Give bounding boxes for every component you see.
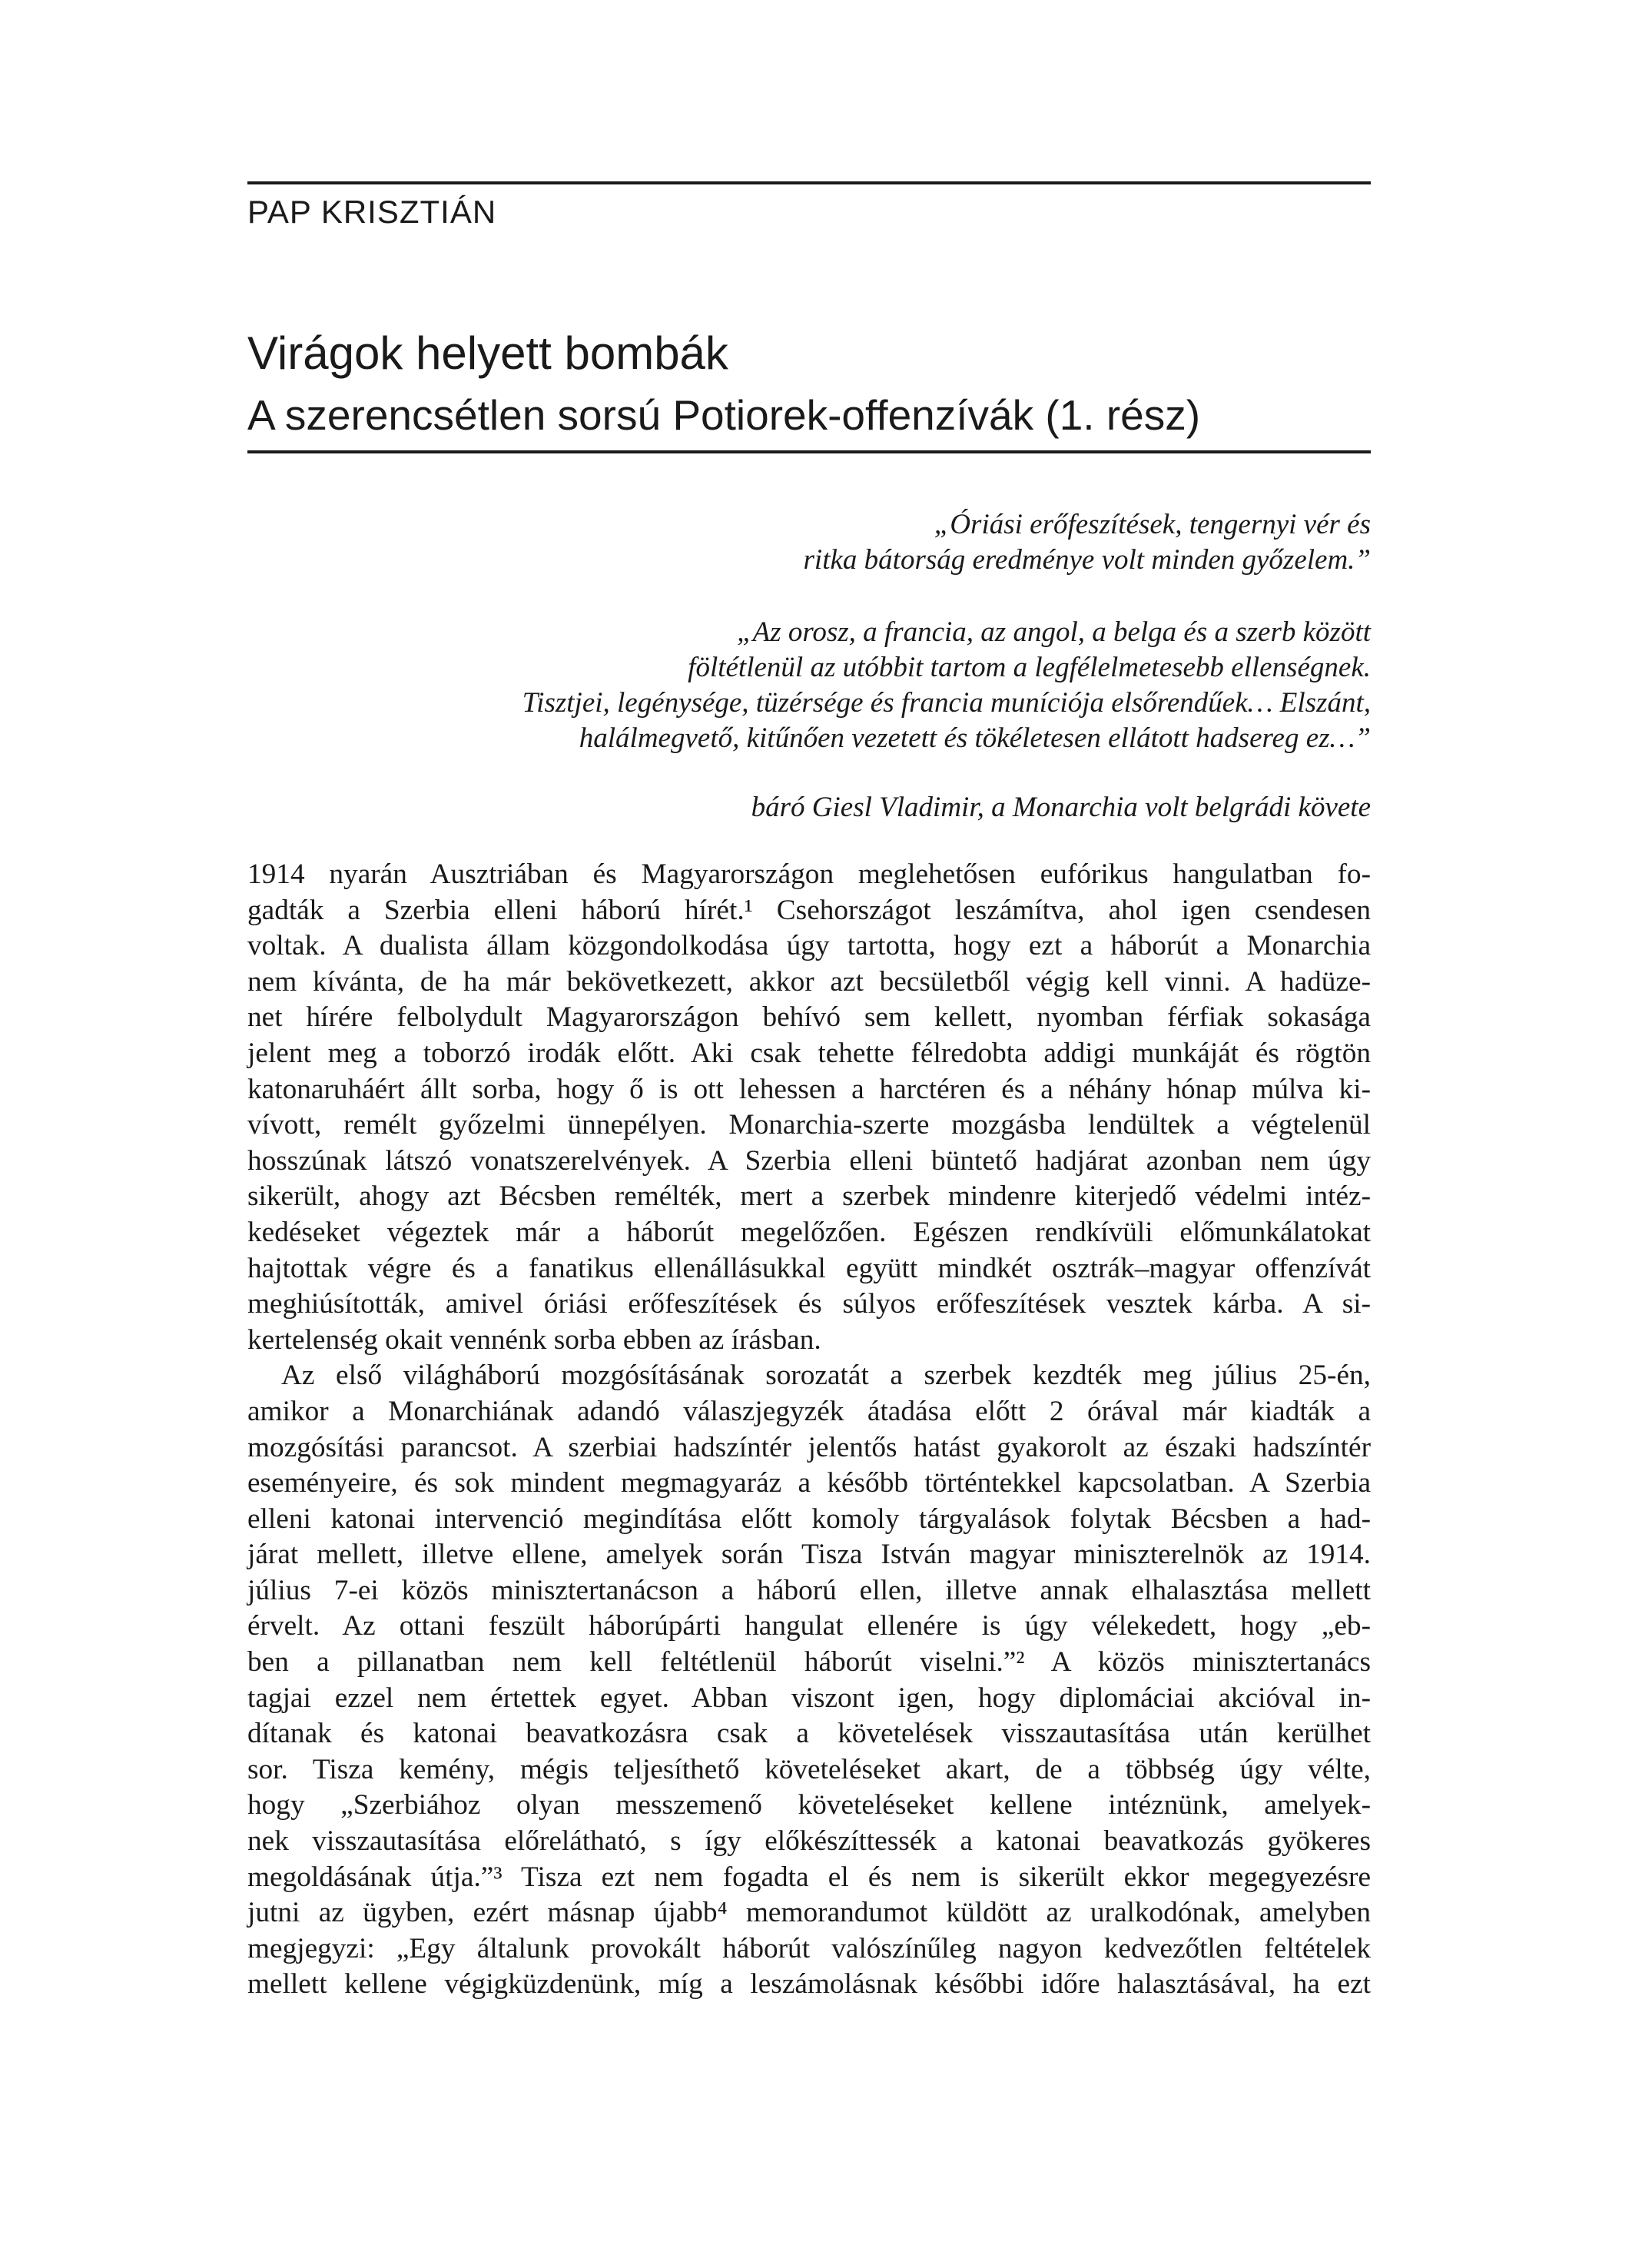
body-line: hajtottak végre és a fanatikus ellenállásukkal együtt mindkét osztrák–magyar offenzívát <box>247 1252 1371 1284</box>
body-text <box>247 857 1371 2003</box>
body-line: sor. Tisza kemény, mégis teljesíthető követeléseket akart, de a többség úgy vélte, <box>247 1753 1371 1785</box>
title-rule <box>247 450 1371 453</box>
epigraph-line: „Az orosz, a francia, az angol, a belga és a szerb között <box>737 616 1371 648</box>
author-name: PAP KRISZTIÁN <box>247 194 497 230</box>
body-line: érvelt. Az ottani feszült háborúpárti hangulat ellenére is úgy vélekedett, hogy „eb- <box>247 1610 1371 1642</box>
body-line: 1914 nyarán Ausztriában és Magyarországon meglehetősen eufórikus hangulatban fo- <box>247 858 1371 890</box>
header-rule <box>247 181 1371 184</box>
body-line: megjegyzi: „Egy általunk provokált háborút valószínűleg nagyon kedvezőtlen feltételek <box>247 1932 1371 1964</box>
epigraph-line: Tisztjei, legénysége, tüzérsége és francia muníciója elsőrendűek… Elszánt, <box>522 687 1371 719</box>
body-line: jutni az ügyben, ezért másnap újabb⁴ memorandumot küldött az uralkodónak, amelyben <box>247 1897 1371 1929</box>
body-line: vívott, remélt győzelmi ünnepélyen. Monarchia-szerte mozgásba lendültek a végtelenül <box>247 1109 1371 1141</box>
body-line: megoldásának útja.”³ Tisza ezt nem fogadta el és nem is sikerült ekkor megegyezésre <box>247 1861 1371 1893</box>
body-line: voltak. A dualista állam közgondolkodása úgy tartotta, hogy ezt a háborút a Monarchia <box>247 930 1371 962</box>
body-line: amikor a Monarchiának adandó válaszjegyzék átadása előtt 2 órával már kiadták a <box>247 1395 1371 1427</box>
epigraph-attribution <box>751 790 1371 825</box>
body-line: ben a pillanatban nem kell feltétlenül háborút viselni.”² A közös minisztertanács <box>247 1646 1371 1679</box>
body-line: tagjai ezzel nem értettek egyet. Abban viszont igen, hogy diplomáciai akcióval in- <box>247 1682 1371 1714</box>
body-line: hogy „Szerbiához olyan messzemenő követeléseket kellene intéznünk, amelyek- <box>247 1789 1371 1821</box>
epigraph-line: „Óriási erőfeszítések, tengernyi vér és <box>934 509 1371 540</box>
epigraph-2 <box>522 615 1371 756</box>
body-line: katonaruháért állt sorba, hogy ő is ott lehessen a harctéren és a néhány hónap múlva ki- <box>247 1073 1371 1105</box>
attribution-line: báró Giesl Vladimir, a Monarchia volt belgrádi követe <box>751 792 1371 823</box>
body-line: nem kívánta, de ha már bekövetkezett, akkor azt becsületből végig kell vinni. A hadüze- <box>247 965 1371 998</box>
body-line: kertelenség okait vennénk sorba ebben az írásban. <box>247 1323 821 1356</box>
body-line: járat mellett, illetve ellene, amelyek során Tisza István magyar miniszterelnök az 1914. <box>247 1539 1371 1571</box>
body-line: net hírére felbolydult Magyarországon behívó sem kellett, nyomban férfiak sokasága <box>247 1001 1371 1034</box>
body-line: kedéseket végeztek már a háborút megelőzően. Egészen rendkívüli előmunkálatokat <box>247 1216 1371 1248</box>
epigraph-line: föltétlenül az utóbbit tartom a legfélelmetesebb ellenségnek. <box>688 652 1371 683</box>
body-line: sikerült, ahogy azt Bécsben remélték, mert a szerbek mindenre kiterjedő védelmi intéz- <box>247 1180 1371 1213</box>
body-line: elleni katonai intervenció megindítása előtt komoly tárgyalások folytak Bécsben a had- <box>247 1503 1371 1535</box>
body-line: nek visszautasítása előrelátható, s így előkészíttessék a katonai beavatkozás gyökeres <box>247 1825 1371 1858</box>
body-line: dítanak és katonai beavatkozásra csak a követelések visszautasítása után kerülhet <box>247 1718 1371 1750</box>
epigraph-line: halálmegvető, kitűnően vezetett és tökéletesen ellátott hadsereg ez…” <box>579 722 1371 754</box>
epigraph-line: ritka bátorság eredménye volt minden győzelem.” <box>803 544 1371 576</box>
epigraph-1 <box>804 507 1371 578</box>
body-line: Az első világháború mozgósításának sorozatát a szerbek kezdték meg július 25-én, <box>281 1360 1371 1392</box>
article-subtitle: A szerencsétlen sorsú Potiorek-offenzívák (1. rész) <box>247 391 1201 439</box>
body-line: eseményeire, és sok mindent megmagyaráz a később történtekkel kapcsolatban. A Szerbia <box>247 1467 1371 1499</box>
body-line: hosszúnak látszó vonatszerelvények. A Szerbia elleni büntető hadjárat azonban nem úgy <box>247 1144 1371 1177</box>
article-title: Virágok helyett bombák <box>247 327 728 379</box>
body-line: gadták a Szerbia elleni háború hírét.¹ Csehországot leszámítva, ahol igen csendesen <box>247 894 1371 926</box>
body-line: mellett kellene végigküzdenünk, míg a leszámolásnak későbbi időre halasztásával, ha ezt <box>247 1968 1371 2001</box>
body-line: mozgósítási parancsot. A szerbiai hadszíntér jelentős hatást gyakorolt az északi hadszíntér <box>247 1431 1371 1463</box>
body-line: meghiúsították, amivel óriási erőfeszítések és súlyos erőfeszítések vesztek kárba. A si- <box>247 1288 1371 1320</box>
body-line: július 7-ei közös minisztertanácson a háború ellen, illetve annak elhalasztása mellett <box>247 1574 1371 1606</box>
body-line: jelent meg a toborzó irodák előtt. Aki csak tehette félredobta addigi munkáját és rögtön <box>247 1037 1371 1069</box>
